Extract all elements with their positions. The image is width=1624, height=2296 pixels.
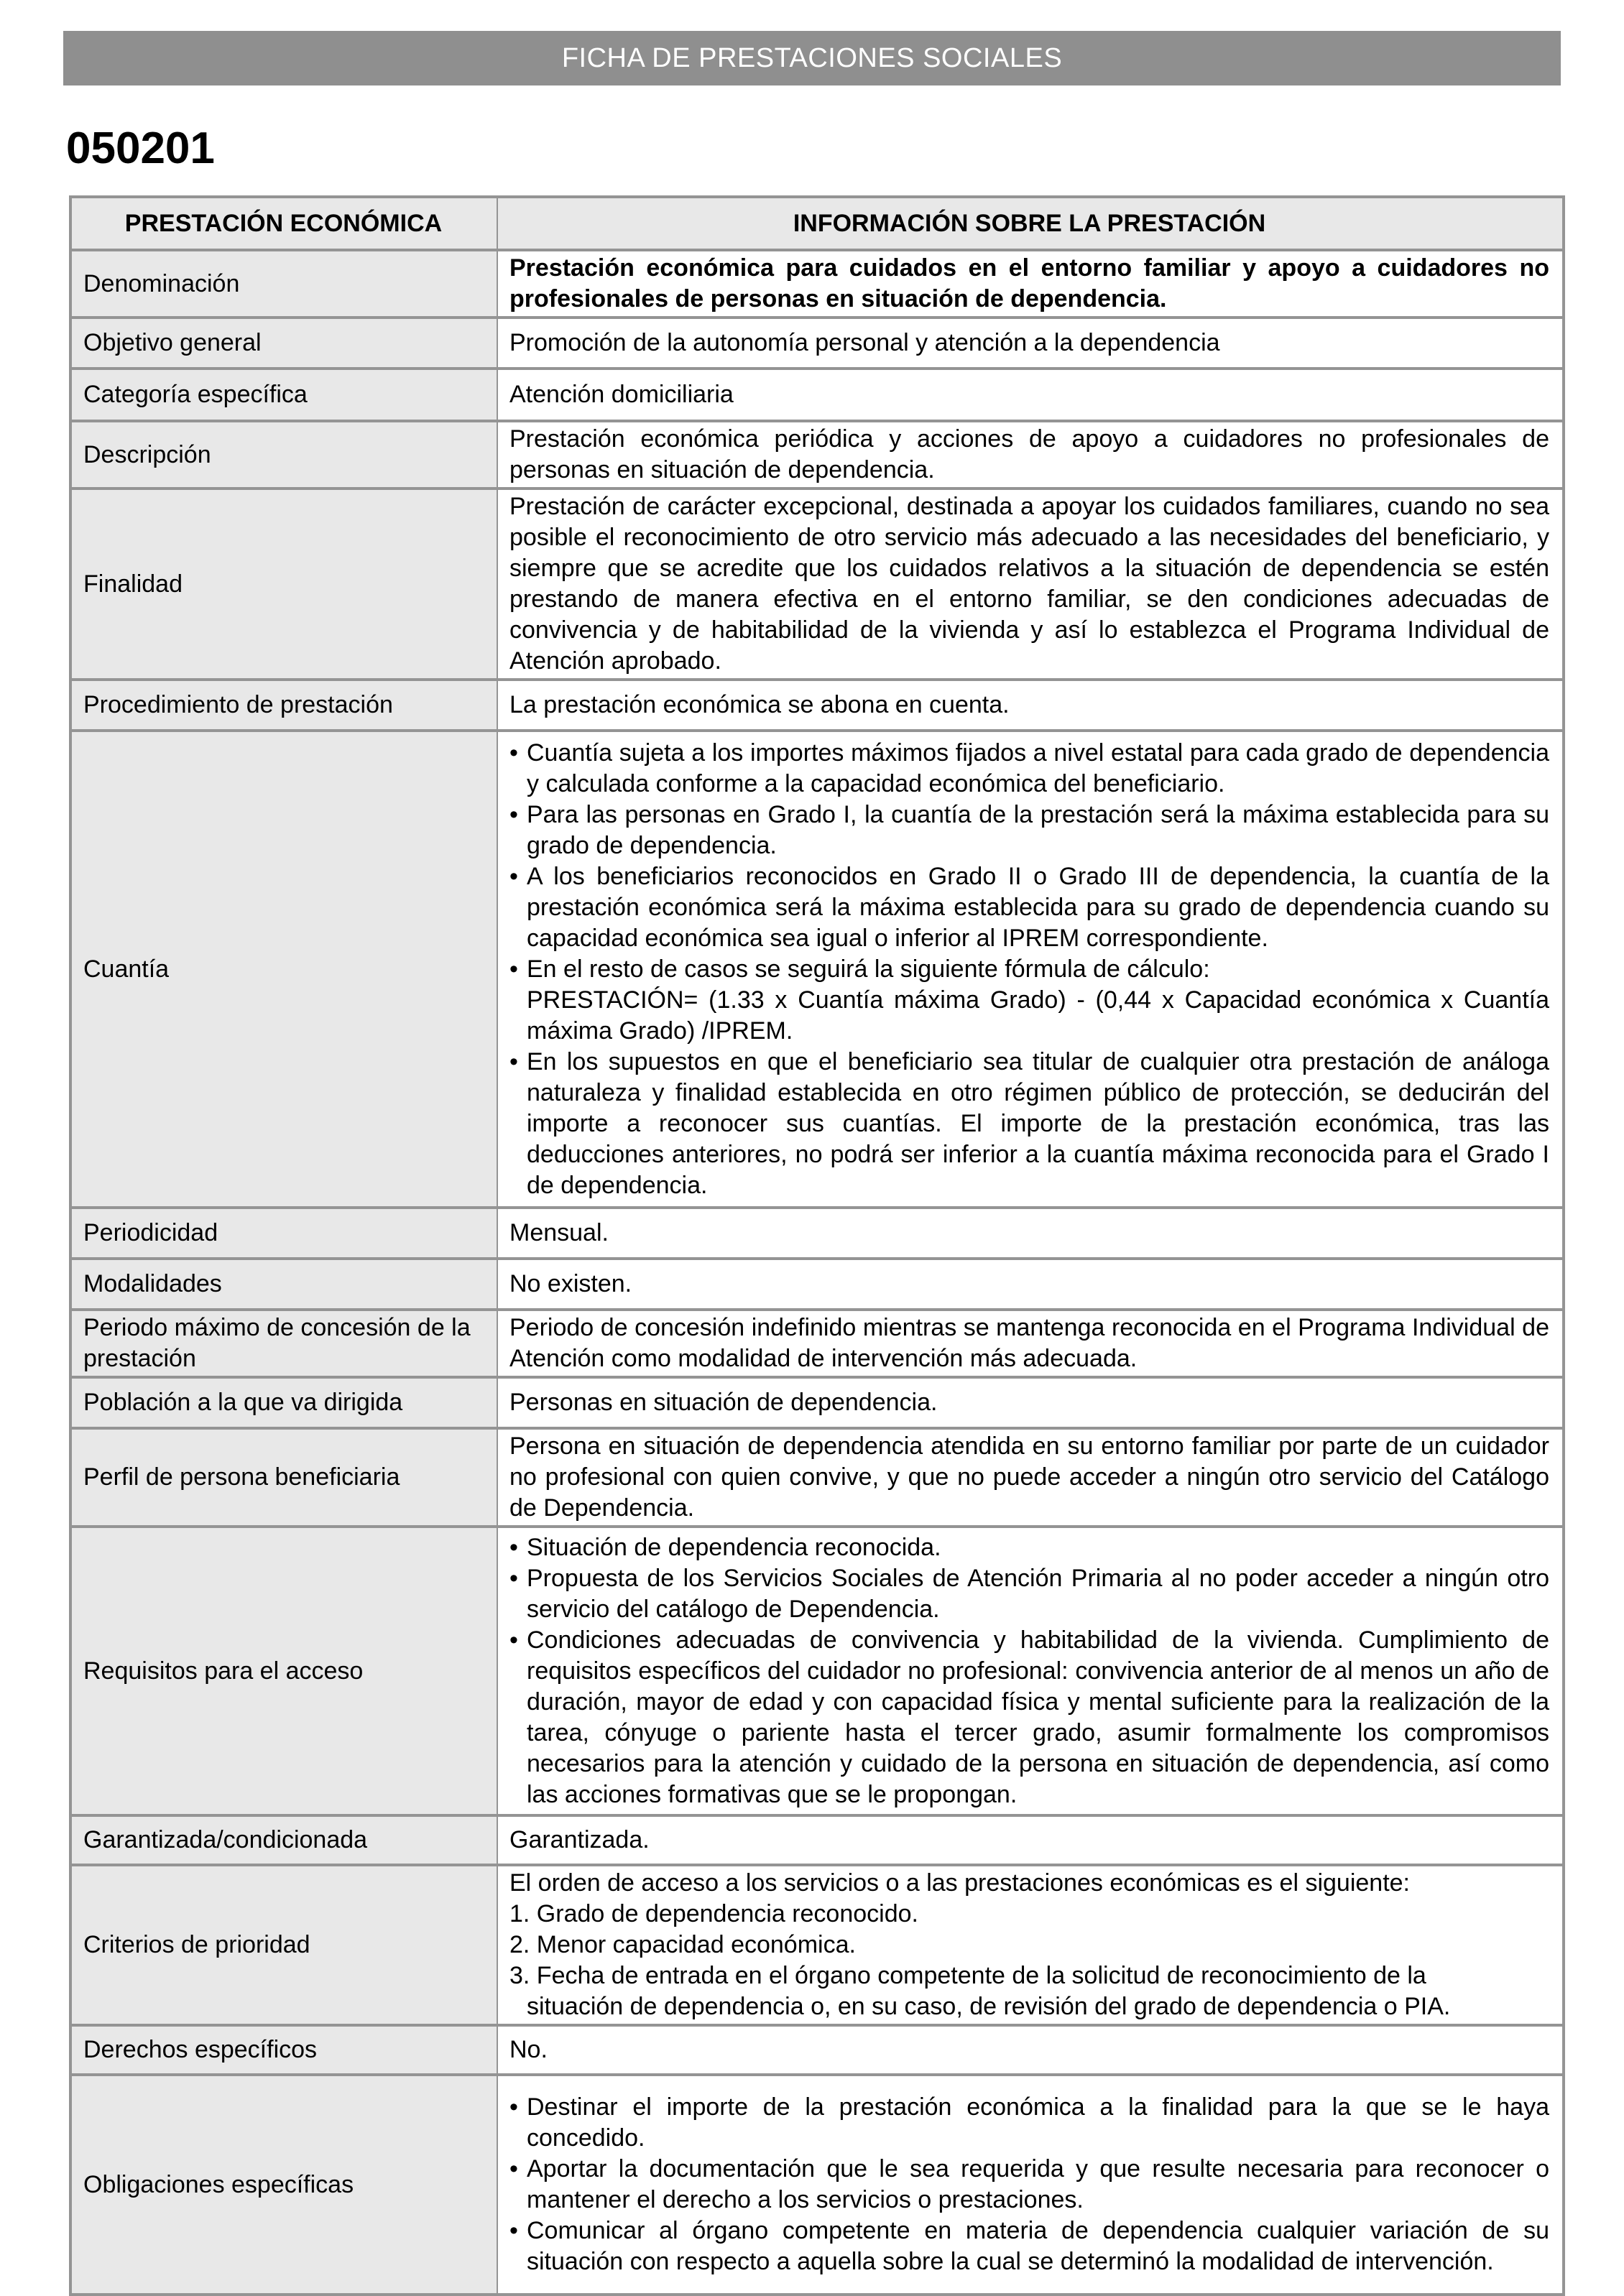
formula: PRESTACIÓN= (1.33 x Cuantía máxima Grado) - (0,44 x Capacidad económica x Cuantía máxima Grado) /IPREM. — [527, 986, 1549, 1045]
row-label: Finalidad — [70, 489, 497, 680]
table-row-procedimiento — [70, 680, 1564, 731]
row-label: Obligaciones específicas — [70, 2075, 497, 2295]
row-value: Garantizada. — [497, 1815, 1564, 1865]
table-row-poblacion — [70, 1377, 1564, 1428]
row-label: Procedimiento de prestación — [70, 680, 497, 731]
row-label: Categoría específica — [70, 369, 497, 421]
table-row-cuantia — [70, 731, 1564, 1208]
table-header-row — [70, 197, 1564, 250]
table-row-derechos — [70, 2025, 1564, 2075]
list-item: 3. Fecha de entrada en el órgano competente de la solicitud de reconocimiento de la — [509, 1962, 1426, 1989]
list-item: • En los supuestos en que el beneficiario sea titular de cualquier otra prestación de análoga naturaleza y finalidad establecida en otro régimen público de protección, se deducirán del importe a reconocer sus cuantías. El importe de la prestación económica, tras las deducciones anteriores, no podrá ser inferior a la cuantía máxima reconocida para el Grado I de dependencia. — [509, 1047, 1549, 1201]
formula-intro: • En el resto de casos se seguirá la siguiente fórmula de cálculo: — [527, 955, 1210, 983]
list-item: • Destinar el importe de la prestación económica a la finalidad para la que se le haya concedido. — [509, 2092, 1549, 2154]
row-value — [497, 731, 1564, 1208]
row-label: Denominación — [70, 250, 497, 318]
document-title-bar — [63, 31, 1561, 85]
row-value — [497, 2075, 1564, 2295]
list-item-continuation: situación de dependencia o, en su caso, de revisión del grado de dependencia o PIA. — [527, 1993, 1451, 2020]
table-row-descripcion — [70, 421, 1564, 489]
row-value: Promoción de la autonomía personal y atención a la dependencia — [497, 318, 1564, 369]
row-label: Criterios de prioridad — [70, 1865, 497, 2025]
list-item: • Para las personas en Grado I, la cuantía de la prestación será la máxima establecida para su grado de dependencia. — [509, 800, 1549, 861]
table-row-criterios — [70, 1865, 1564, 2025]
row-value — [497, 1527, 1564, 1815]
row-label: Periodicidad — [70, 1208, 497, 1259]
row-label: Cuantía — [70, 731, 497, 1208]
benefit-table — [69, 195, 1565, 2296]
benefit-code: 050201 — [66, 124, 215, 173]
row-label: Requisitos para el acceso — [70, 1527, 497, 1815]
row-value: La prestación económica se abona en cuenta. — [497, 680, 1564, 731]
table-row-finalidad — [70, 489, 1564, 680]
row-value: Persona en situación de dependencia atendida en su entorno familiar por parte de un cuidador no profesional con quien convive, y que no puede acceder a ningún otro servicio del Catálogo de Dependencia. — [497, 1428, 1564, 1527]
list-item: 2. Menor capacidad económica. — [509, 1931, 856, 1958]
row-label: Garantizada/condicionada — [70, 1815, 497, 1865]
row-value: Atención domiciliaria — [497, 369, 1564, 421]
row-label: Descripción — [70, 421, 497, 489]
table-row-categoria — [70, 369, 1564, 421]
column-header-info: INFORMACIÓN SOBRE LA PRESTACIÓN — [497, 197, 1564, 250]
list-item: • Aportar la documentación que le sea requerida y que resulte necesaria para reconocer o mantener el derecho a los servicios o prestaciones. — [509, 2154, 1549, 2216]
cuantia-list — [509, 738, 1549, 1201]
table-row-requisitos — [70, 1527, 1564, 1815]
list-item: • Situación de dependencia reconocida. — [509, 1532, 1549, 1563]
document-title: FICHA DE PRESTACIONES SOCIALES — [561, 42, 1063, 73]
list-item: 1. Grado de dependencia reconocido. — [509, 1900, 918, 1927]
column-header-benefit: PRESTACIÓN ECONÓMICA — [70, 197, 497, 250]
row-label: Modalidades — [70, 1259, 497, 1310]
list-item — [509, 954, 1549, 1047]
list-item: • Comunicar al órgano competente en materia de dependencia cualquier variación de su situación con respecto a aquella sobre la cual se determinó la modalidad de intervención. — [509, 2216, 1549, 2277]
table-row-perfil — [70, 1428, 1564, 1527]
table-row-garantizada — [70, 1815, 1564, 1865]
table-row-modalidades — [70, 1259, 1564, 1310]
row-value — [497, 1865, 1564, 2025]
row-value: Mensual. — [497, 1208, 1564, 1259]
list-item: • Cuantía sujeta a los importes máximos fijados a nivel estatal para cada grado de dependencia y calculada conforme a la capacidad económica del beneficiario. — [509, 738, 1549, 800]
row-value: Personas en situación de dependencia. — [497, 1377, 1564, 1428]
list-item: • Condiciones adecuadas de convivencia y habitabilidad de la vivienda. Cumplimiento de requisitos específicos del cuidador no profesional: convivencia anterior de al menos un año de duración, mayor de edad y con capacidad física y mental suficiente para la realización de la tarea, cónyuge o pariente hasta el tercer grado, asumir formalmente los compromisos necesarios para la atención y cuidado de la persona en situación de dependencia, así como las acciones formativas que se le propongan. — [509, 1625, 1549, 1810]
table-row-denominacion — [70, 250, 1564, 318]
row-value: Periodo de concesión indefinido mientras se mantenga reconocida en el Programa Individual de Atención como modalidad de intervención más adecuada. — [497, 1310, 1564, 1377]
table-row-obligaciones — [70, 2075, 1564, 2295]
obligaciones-list — [509, 2092, 1549, 2277]
row-label: Perfil de persona beneficiaria — [70, 1428, 497, 1527]
row-label: Población a la que va dirigida — [70, 1377, 497, 1428]
row-value: Prestación económica periódica y acciones de apoyo a cuidadores no profesionales de personas en situación de dependencia. — [497, 421, 1564, 489]
row-value: No. — [497, 2025, 1564, 2075]
list-item: • A los beneficiarios reconocidos en Grado II o Grado III de dependencia, la cuantía de la prestación económica será la máxima establecida para su grado de dependencia cuando su capacidad económica sea igual o inferior al IPREM correspondiente. — [509, 861, 1549, 954]
list-item: • Propuesta de los Servicios Sociales de Atención Primaria al no poder acceder a ningún otro servicio del catálogo de Dependencia. — [509, 1563, 1549, 1625]
row-label: Periodo máximo de concesión de la prestación — [70, 1310, 497, 1377]
table-row-periodo — [70, 1310, 1564, 1377]
row-value: Prestación económica para cuidados en el entorno familiar y apoyo a cuidadores no profesionales de personas en situación de dependencia. — [497, 250, 1564, 318]
table-row-periodicidad — [70, 1208, 1564, 1259]
row-value: Prestación de carácter excepcional, destinada a apoyar los cuidados familiares, cuando no sea posible el reconocimiento de otro servicio más adecuado a las necesidades del beneficiario, y siempre que se acredite que los cuidados relativos a la situación de dependencia se estén prestando de manera efectiva en el entorno familiar, se den condiciones adecuadas de convivencia y de habitabilidad de la vivienda y así lo establezca el Programa Individual de Atención aprobado. — [497, 489, 1564, 680]
row-label: Objetivo general — [70, 318, 497, 369]
table-row-objetivo — [70, 318, 1564, 369]
row-label: Derechos específicos — [70, 2025, 497, 2075]
requisitos-list — [509, 1532, 1549, 1810]
criterios-intro: El orden de acceso a los servicios o a las prestaciones económicas es el siguiente: — [509, 1869, 1411, 1897]
row-value: No existen. — [497, 1259, 1564, 1310]
